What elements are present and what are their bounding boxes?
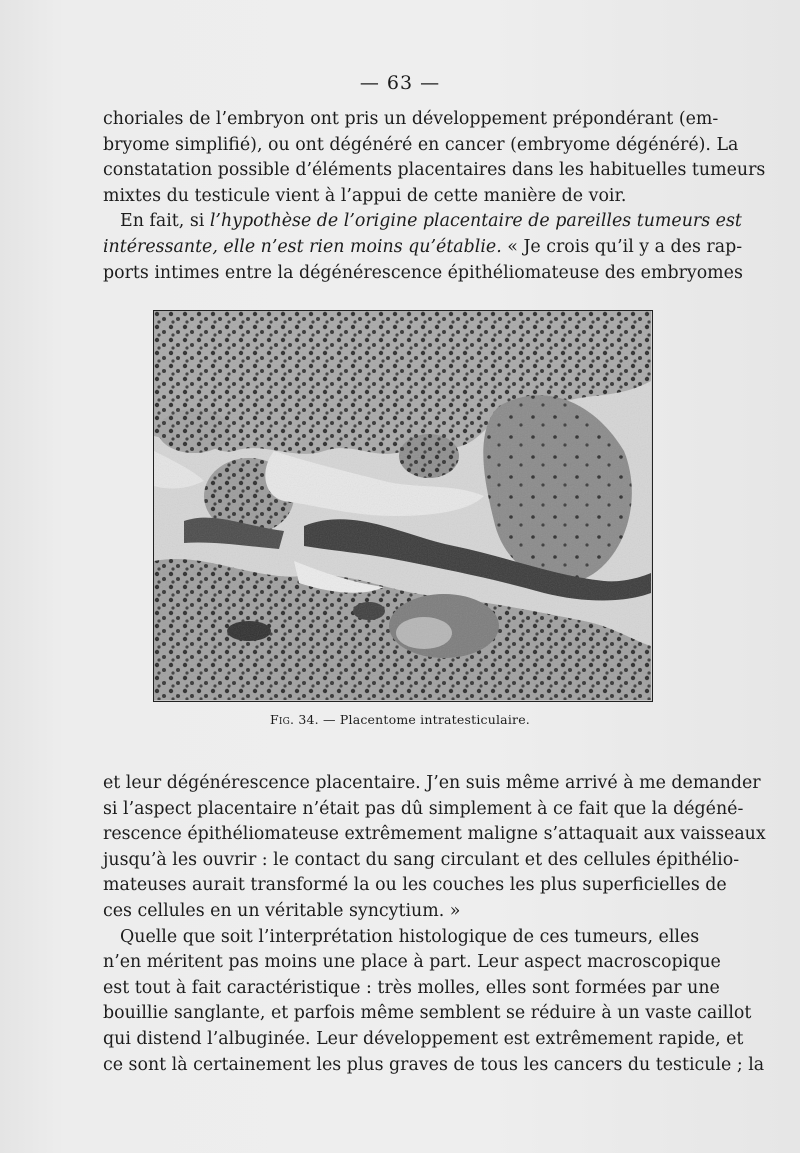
text-line: Quelle que soit l’interprétation histologique de ces tumeurs, elles bbox=[120, 926, 700, 947]
text-run: « Je crois qu’il y a des rap- bbox=[501, 236, 743, 257]
text-line: mateuses aurait transformé la ou les couches les plus superficielles de bbox=[103, 875, 727, 896]
text-line bbox=[103, 235, 743, 261]
top-text-block bbox=[103, 107, 766, 286]
italic-run: intéressante, elle n’est rien moins qu’établie. bbox=[103, 236, 502, 257]
paragraph-3 bbox=[103, 771, 766, 925]
page-number: — 63 — bbox=[359, 72, 441, 94]
text-line: rescence épithéliomateuse extrêmement maligne s’attaquait aux vaisseaux bbox=[103, 824, 766, 845]
text-line: choriales de l’embryon ont pris un développement prépondérant (em- bbox=[103, 109, 719, 129]
text-line: bouillie sanglante, et parfois même semblent se réduire à un vaste caillot bbox=[103, 1003, 752, 1024]
text-line: jusqu’à les ouvrir : le contact du sang circulant et des cellules épithélio- bbox=[103, 849, 740, 870]
text-line: bryome simplifié), ou ont dégénéré en cancer (embryome dégénéré). La bbox=[103, 134, 739, 155]
text-line: si l’aspect placentaire n’était pas dû simplement à ce fait que la dégéné- bbox=[103, 798, 744, 819]
caption-dash: — bbox=[318, 712, 340, 727]
text-line: mixtes du testicule vient à l’appui de cette manière de voir. bbox=[103, 185, 627, 206]
text-run: En fait, si bbox=[120, 211, 210, 232]
paragraph-4 bbox=[103, 925, 765, 1079]
text-line: est tout à fait caractéristique : très molles, elles sont formées par une bbox=[103, 977, 720, 998]
bottom-text-block bbox=[103, 771, 766, 1078]
figure-title: Placentome intratesticulaire. bbox=[339, 712, 530, 727]
text-line bbox=[103, 209, 742, 235]
figure-label: Fig. 34. bbox=[270, 712, 319, 727]
text-line: constatation possible d’éléments placentaires dans les habituelles tumeurs bbox=[103, 160, 766, 181]
text-line: et leur dégénérescence placentaire. J’en suis même arrivé à me demander bbox=[103, 773, 761, 793]
paragraph-1 bbox=[103, 107, 766, 209]
text-line: ports intimes entre la dégénérescence épithéliomateuse des embryomes bbox=[103, 262, 743, 283]
histology-figure bbox=[153, 310, 653, 702]
figure-caption bbox=[0, 712, 800, 727]
histology-illustration bbox=[154, 311, 651, 700]
text-line: qui distend l’albuginée. Leur développement est extrêmement rapide, et bbox=[103, 1028, 744, 1049]
text-line: n’en méritent pas moins une place à part. Leur aspect macroscopique bbox=[103, 952, 721, 973]
text-line: ce sont là certainement les plus graves de tous les cancers du testicule ; la bbox=[103, 1054, 765, 1075]
paragraph-2 bbox=[103, 209, 743, 286]
text-line: ces cellules en un véritable syncytium. » bbox=[103, 900, 461, 921]
italic-run: l’hypothèse de l’origine placentaire de pareilles tumeurs est bbox=[209, 211, 742, 232]
